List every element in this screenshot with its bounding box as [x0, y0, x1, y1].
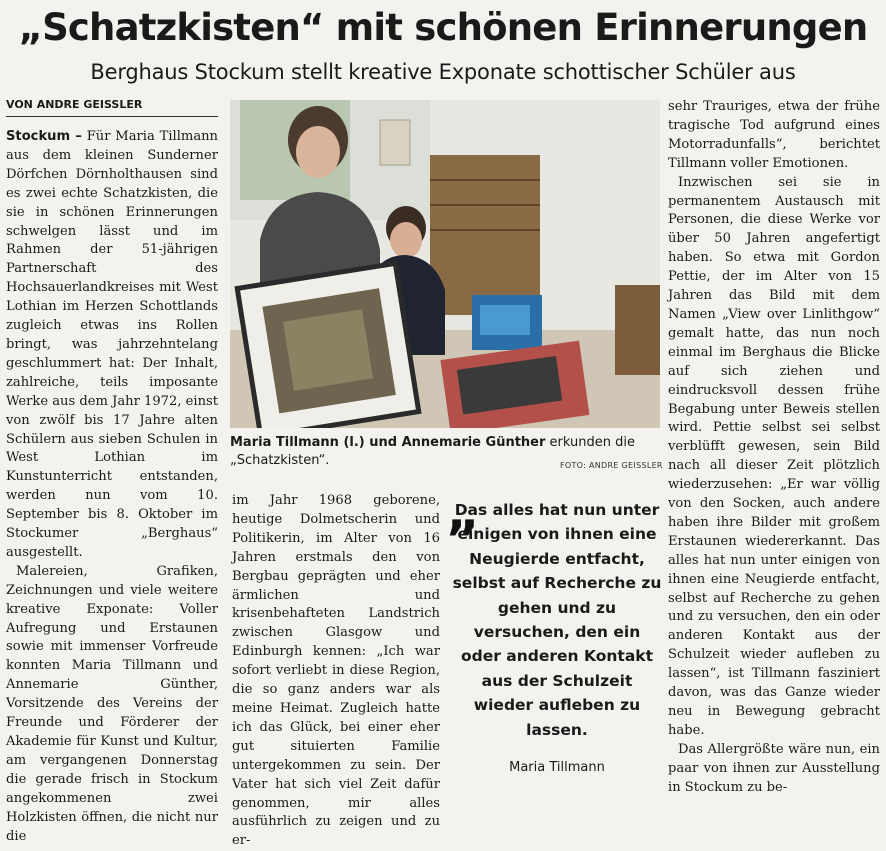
paragraph: im Jahr 1968 geborene, heutige Dolmetscherin und Politikerin, im Alter von 16 Jahren erstmals den von Bergbau geprägten und eher ärmlichen und krisenbehafteten Landstrich zwischen Glasgow und Edinburgh kennen: „Ich war sofort verliebt in diese Region, die so ganz anders war als meine Heimat. Zugleich hatte ich das Glück, bei einer eher gut situierten Familie untergekommen zu sein. Der Vater hat sich viel Zeit dafür genommen, mir alles ausführlich zu zeigen und zu er-: [232, 493, 440, 849]
caption-text: erkunden die „Schatzkisten“.: [230, 435, 635, 468]
byline-rule: [6, 116, 218, 117]
article-column-2: [232, 492, 440, 851]
paragraph: Das Allergrößte wäre nun, ein paar von ihnen zur Ausstellung in Stockum zu be-: [668, 741, 880, 795]
pull-quote-author: Maria Tillmann: [509, 760, 605, 775]
subheadline: Berghaus Stockum stellt kreative Exponate schottischer Schüler aus: [90, 60, 796, 84]
paragraph: [6, 128, 218, 563]
caption-names: Maria Tillmann (l.) und Annemarie Günther: [230, 435, 546, 450]
dateline: Stockum –: [6, 129, 82, 144]
paragraph-text: Für Maria Tillmann aus dem kleinen Sunderner Dörfchen Dörnholthausen sind es zwei echte Schatzkisten, die sie in schönen Erinnerungen schwelgen lässt und im Rahmen der 51-jährigen Partnerschaft des Hochsauerlandkreises mit West Lothian im Herzen Schottlands zugleich etwas ins Rollen bringt, was jahrzehntelang geschlummert hat: Der Inhalt, zahlreiche, teils imposante Werke aus dem Jahr 1972, einst von zwölf bis 17 Jahre alten Schülern aus sieben Schulen in West Lothian im Kunstunterricht entstanden, werden nun vom 10. September bis 8. Oktober im Stockumer „Berghaus“ ausgestellt.: [6, 129, 218, 560]
article-photo: [230, 100, 660, 428]
quote-mark-icon: „: [446, 482, 481, 542]
photo-credit: FOTO: ANDRE GEISSLER: [560, 461, 663, 470]
byline: VON ANDRE GEISSLER: [6, 98, 143, 111]
article-column-4: [668, 98, 880, 798]
pull-quote: Das alles hat nun unter einigen von ihnen eine Neugierde entfacht, selbst auf Recherche zu gehen und zu versuchen, den ein oder anderen Kontakt aus der Schulzeit wieder aufleben zu lassen.: [452, 501, 662, 739]
photo-illustration: [230, 100, 660, 428]
paragraph: sehr Trauriges, etwa der frühe tragische Tod aufgrund eines Motorradunfalls“, berichtet Tillmann voller Emotionen.: [668, 99, 880, 171]
article-column-1: [6, 128, 218, 846]
headline: „Schatzkisten“ mit schönen Erinnerungen: [18, 6, 868, 49]
paragraph: Malereien, Grafiken, Zeichnungen und viele weitere kreative Exponate: Voller Aufregung und Erstaunen sowie mit immenser Vorfreude konnten Maria Tillmann und Annemarie Günther, Vorsitzende des Vereins der Freunde und Förderer der Akademie für Kunst und Kultur, am vergangenen Donnerstag die gerade frisch in Stockum angekommenen zwei Holzkisten öffnen, die nicht nur die: [6, 563, 218, 844]
paragraph: Inzwischen sei sie in permanentem Austausch mit Personen, die diese Werke vor über 50 Jahren angefertigt haben. So etwa mit Gordon Pettie, der im Alter von 15 Jahren das Bild mit dem Namen „View over Linlithgow“ gemalt hatte, das nun noch einmal im Berghaus die Blicke auf sich ziehen und eindrucksvoll dessen frühe Begabung unter Beweis stellen wird. Pettie selbst sei selbst verblüfft gewesen, sein Bild nach all dieser Zeit plötzlich wiederzusehen: „Er war völlig von den Socken, auch andere haben ihre Bilder mit großem Erstaunen wiedererkannt. Das alles hat nun unter einigen von ihnen eine Neugierde entfacht, selbst auf Recherche zu gehen und zu versuchen, den ein oder anderen Kontakt aus der Schulzeit wieder aufleben zu lassen“, ist Tillmann fasziniert davon, was das Ganze wieder neu in Bewegung gebracht habe.: [668, 174, 880, 738]
